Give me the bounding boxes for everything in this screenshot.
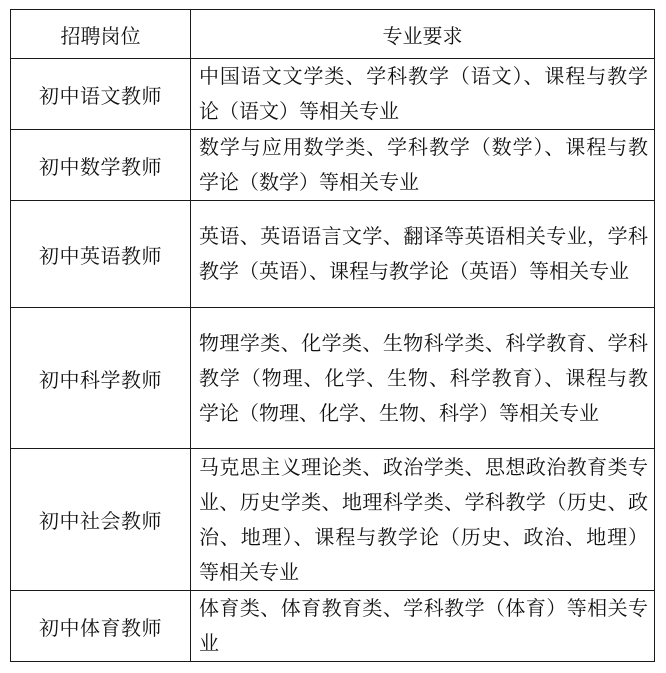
requirement-cell: 英语、英语语言文学、翻译等英语相关专业，学科教学（英语）、课程与教学论（英语）等相关专业 [191, 201, 655, 308]
requirement-cell: 中国语文文学类、学科教学（语文）、课程与教学论（语文）等相关专业 [191, 59, 655, 130]
table-header-row [11, 10, 655, 59]
position-cell: 初中数学教师 [11, 130, 191, 201]
table-row [11, 130, 655, 201]
table-row [11, 201, 655, 308]
position-cell: 初中英语教师 [11, 201, 191, 308]
table-row [11, 59, 655, 130]
requirement-cell: 物理学类、化学类、生物科学类、科学教育、学科教学（物理、化学、生物、科学教育）、课程与教学论（物理、化学、生物、科学）等相关专业 [191, 308, 655, 449]
table-row [11, 591, 655, 662]
position-cell: 初中语文教师 [11, 59, 191, 130]
position-cell: 初中体育教师 [11, 591, 191, 662]
requirement-cell: 马克思主义理论类、政治学类、思想政治教育类专业、历史学类、地理科学类、学科教学（历史、政治、地理）、课程与教学论（历史、政治、地理）等相关专业 [191, 449, 655, 591]
recruitment-table [10, 9, 655, 662]
header-position: 招聘岗位 [11, 10, 191, 59]
table-row [11, 449, 655, 591]
requirement-cell: 数学与应用数学类、学科教学（数学）、课程与教学论（数学）等相关专业 [191, 130, 655, 201]
table-row [11, 308, 655, 449]
position-cell: 初中社会教师 [11, 449, 191, 591]
position-cell: 初中科学教师 [11, 308, 191, 449]
header-requirement: 专业要求 [191, 10, 655, 59]
recruitment-table-container [10, 9, 655, 662]
requirement-cell: 体育类、体育教育类、学科教学（体育）等相关专业 [191, 591, 655, 662]
